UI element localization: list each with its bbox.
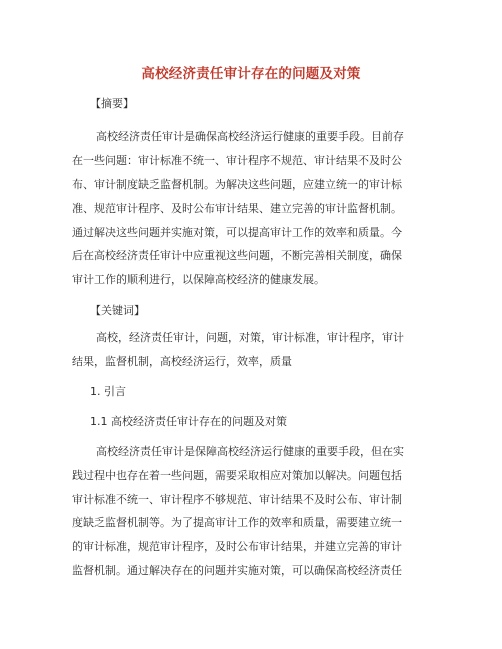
body-line: 审计标准不统一、审计程序不够规范、审计结果不及时公布、审计制: [72, 493, 402, 506]
abstract-line: 通过解决这些问题并实施对策，可以提高审计工作的效率和质量。今: [72, 226, 402, 239]
abstract-line: 布、审计制度缺乏监督机制。为解决这些问题，应建立统一的审计标: [72, 178, 402, 191]
abstract-line: 在一些问题：审计标准不统一、审计程序不规范、审计结果不及时公: [72, 154, 402, 167]
section-1-heading: 1. 引言: [90, 385, 126, 398]
abstract-line: 审计工作的顺利进行，以保障高校经济的健康发展。: [72, 273, 325, 286]
abstract-heading: 【摘要】: [90, 97, 134, 110]
keywords-line: 高校，经济责任审计，问题，对策，审计标准，审计程序，审计: [96, 331, 404, 344]
body-line: 的审计标准，规范审计程序，及时公布审计结果，并建立完善的审计: [72, 540, 402, 553]
section-1-1-heading: 1.1 高校经济责任审计存在的问题及对策: [90, 415, 287, 428]
body-line: 度缺乏监督机制等。为了提高审计工作的效率和质量，需要建立统一: [72, 516, 402, 529]
abstract-line: 准、规范审计程序、及时公布审计结果、建立完善的审计监督机制。: [72, 202, 402, 215]
keywords-heading: 【关键词】: [90, 304, 145, 317]
abstract-line: 后在高校经济责任审计中应重视这些问题，不断完善相关制度，确保: [72, 249, 402, 262]
keywords-line: 结果，监督机制，高校经济运行，效率，质量: [72, 355, 292, 368]
body-line: 监督机制。通过解决存在的问题并实施对策，可以确保高校经济责任: [72, 564, 402, 577]
abstract-line: 高校经济责任审计是确保高校经济运行健康的重要手段。目前存: [96, 130, 404, 143]
body-line: 高校经济责任审计是保障高校经济运行健康的重要手段，但在实: [96, 445, 404, 458]
body-line: 践过程中也存在着一些问题，需要采取相应对策加以解决。问题包括: [72, 469, 402, 482]
document-title: 高校经济责任审计存在的问题及对策: [141, 66, 361, 82]
